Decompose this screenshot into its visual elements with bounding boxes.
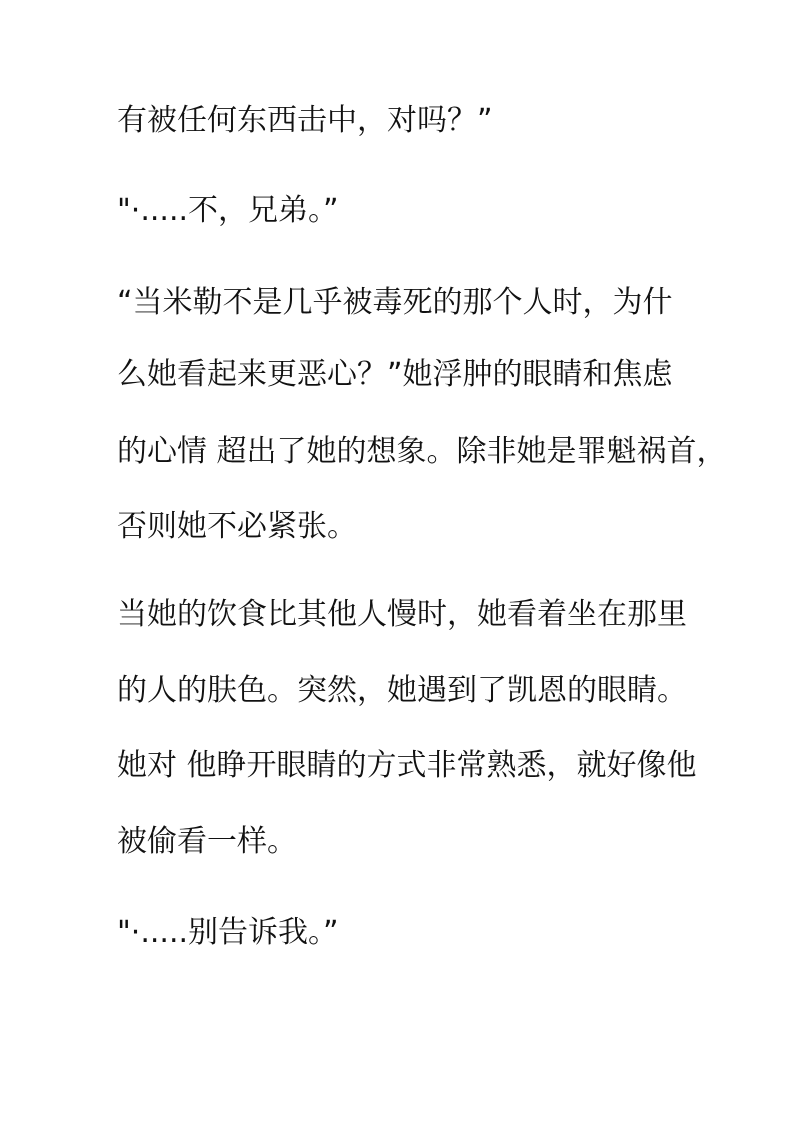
text-line: 的心情 超出了她的想象。除非她是罪魁祸首， — [117, 434, 727, 469]
text-line: 她对 他睁开眼睛的方式非常熟悉，就好像他 — [117, 748, 697, 783]
text-line: 被偷看一样。 — [117, 824, 297, 859]
text-line: "·.....别告诉我。” — [117, 915, 339, 950]
text-line: 当她的饮食比其他人慢时，她看着坐在那里 — [117, 597, 687, 632]
text-line: 否则她不必紧张。 — [117, 509, 357, 544]
text-line: 有被任何东西击中，对吗？” — [117, 103, 493, 138]
text-line: 的人的肤色。突然，她遇到了凯恩的眼睛。 — [117, 673, 687, 708]
text-line: 么她看起来更恶心？”她浮肿的眼睛和焦虑 — [117, 357, 673, 392]
text-line: “当米勒不是几乎被毒死的那个人时，为什 — [117, 285, 673, 320]
text-line: "·.....不，兄弟。” — [117, 193, 339, 228]
